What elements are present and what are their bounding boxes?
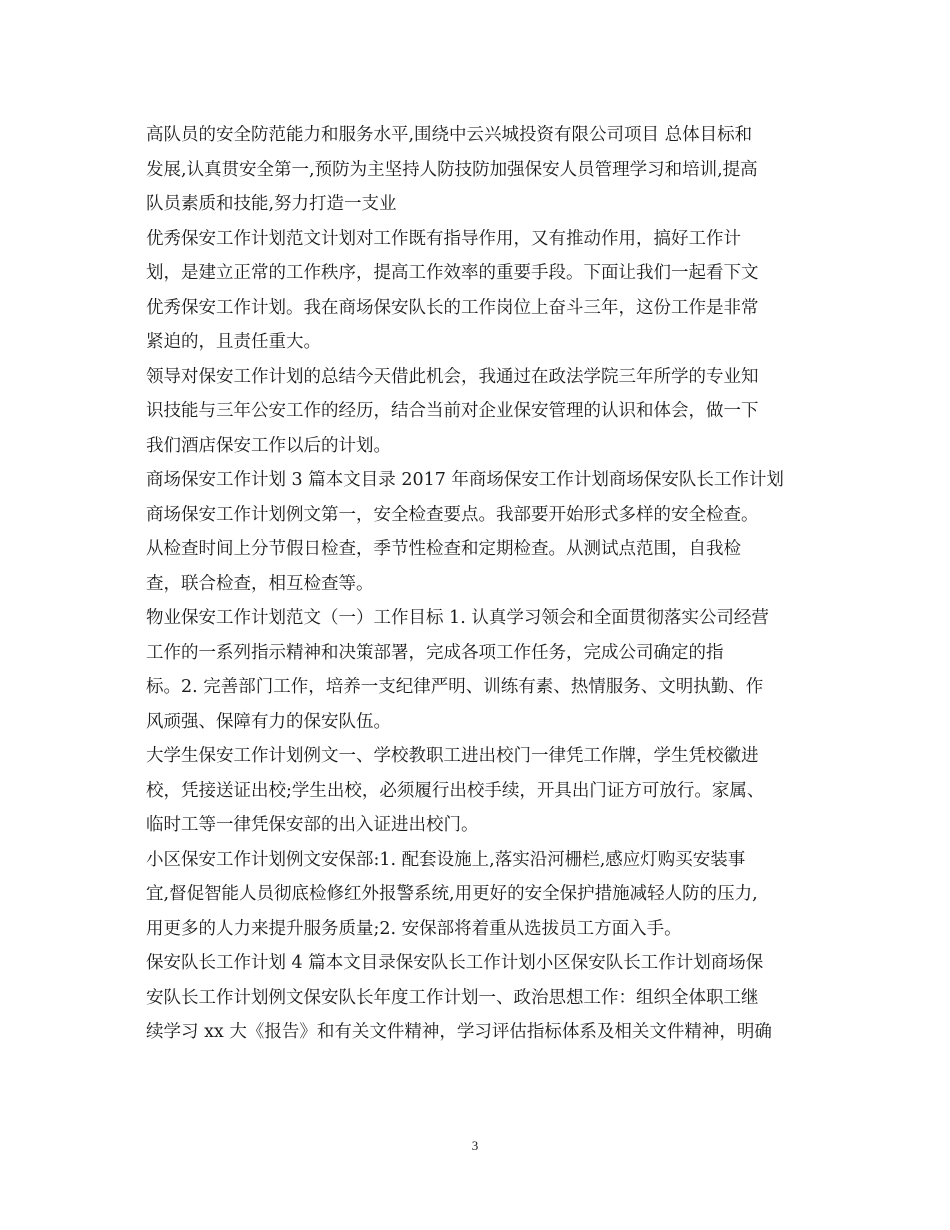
- text-line: 商场保安工作计划 3 篇本文目录 2017 年商场保安工作计划商场保安队长工作计划: [146, 470, 784, 490]
- page-number: 3: [471, 1138, 479, 1153]
- text-line: 从检查时间上分节假日检查，季节性检查和定期检查。从测试点范围，自我检: [146, 539, 741, 559]
- text-line: 安队长工作计划例文保安队长年度工作计划一、政治思想工作：组织全体职工继: [146, 987, 759, 1008]
- text-line: 用更多的人力来提升服务质量;2. 安保部将着重从选拔员工方面入手。: [146, 918, 682, 939]
- text-line: 临时工等一律凭保安部的出入证进出校门。: [146, 815, 479, 835]
- text-line: 优秀保安工作计划。我在商场保安队长的工作岗位上奋斗三年，这份工作是非常: [146, 297, 759, 318]
- text-line: 队员素质和技能,努力打造一支业: [146, 194, 397, 214]
- text-line: 校，凭接送证出校;学生出校，必须履行出校手续，开具出门证方可放行。家属、: [146, 780, 765, 801]
- paragraph: [146, 739, 806, 843]
- text-line: 识技能与三年公安工作的经历，结合当前对企业保安管理的认识和体会，做一下: [146, 401, 759, 421]
- body-text: [146, 118, 806, 1050]
- paragraph: [146, 360, 806, 464]
- text-line: 物业保安工作计划范文（一）工作目标 1. 认真学习领会和全面贯彻落实公司经营: [146, 608, 769, 628]
- paragraph: [146, 946, 806, 1050]
- text-line: 划，是建立正常的工作秩序，提高工作效率的重要手段。下面让我们一起看下文: [146, 263, 759, 283]
- text-line: 紧迫的，且责任重大。: [146, 332, 321, 352]
- text-line: 高队员的安全防范能力和服务水平,围绕中云兴城投资有限公司项目 总体目标和: [146, 125, 753, 145]
- paragraph: [146, 222, 806, 360]
- text-line: 优秀保安工作计划范文计划对工作既有指导作用，又有推动作用，搞好工作计: [146, 228, 741, 249]
- text-line: 保安队长工作计划 4 篇本文目录保安队长工作计划小区保安队长工作计划商场保: [146, 953, 764, 973]
- paragraph: [146, 118, 806, 222]
- text-line: 宜,督促智能人员彻底检修红外报警系统,用更好的安全保护措施减轻人防的压力,: [146, 884, 758, 904]
- paragraph: [146, 463, 806, 601]
- text-line: 我们酒店保安工作以后的计划。: [146, 435, 391, 456]
- text-line: 领导对保安工作计划的总结今天借此机会，我通过在政法学院三年所学的专业知: [146, 366, 759, 387]
- text-line: 小区保安工作计划例文安保部:1. 配套设施上,落实沿河栅栏,感应灯购买安装事: [146, 849, 746, 870]
- text-line: 大学生保安工作计划例文一、学校教职工进出校门一律凭工作牌，学生凭校徽进: [146, 746, 759, 766]
- text-line: 工作的一系列指示精神和决策部署，完成各项工作任务，完成公司确定的指: [146, 642, 724, 663]
- text-line: 商场保安工作计划例文第一，安全检查要点。我部要开始形式多样的安全检查。: [146, 504, 759, 525]
- text-line: 续学习 xx 大《报告》和有关文件精神，学习评估指标体系及相关文件精神，明确: [146, 1022, 772, 1042]
- paragraph: [146, 843, 806, 947]
- text-line: 发展,认真贯安全第一,预防为主坚持人防技防加强保安人员管理学习和培训,提高: [146, 159, 758, 180]
- text-line: 查，联合检查，相互检查等。: [146, 573, 374, 594]
- text-line: 风顽强、保障有力的保安队伍。: [146, 711, 391, 732]
- paragraph: [146, 601, 806, 739]
- text-line: 标。2. 完善部门工作，培养一支纪律严明、训练有素、热情服务、文明执勤、作: [146, 677, 764, 697]
